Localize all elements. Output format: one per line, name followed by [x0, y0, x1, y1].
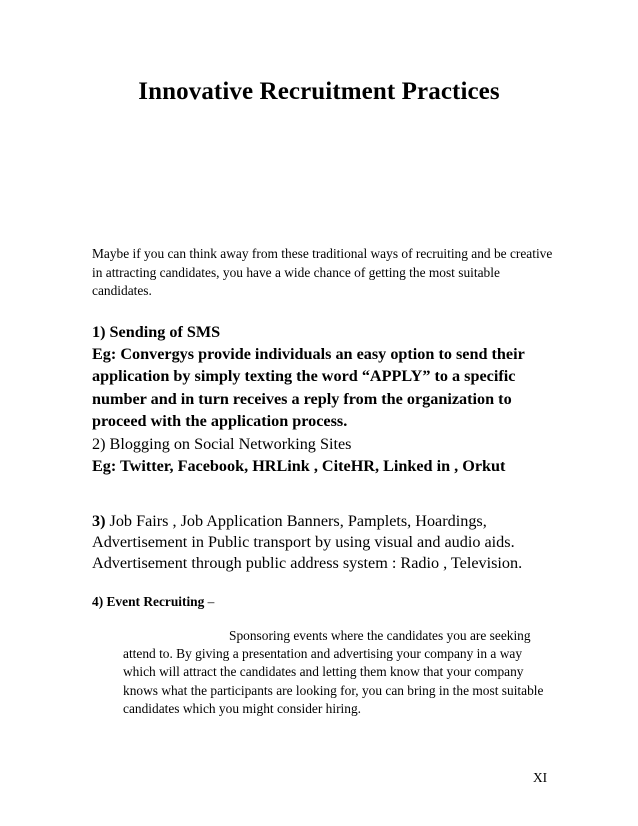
section-job-fairs-number: 3) [92, 512, 106, 530]
section-job-fairs [92, 511, 572, 574]
page-title: Innovative Recruitment Practices [138, 78, 500, 105]
section-sms [92, 321, 562, 432]
section-blogging-heading: 2) Blogging on Social Networking Sites [92, 435, 352, 453]
intro-paragraph: Maybe if you can think away from these traditional ways of recruiting and be creative in attracting candidates, you have a wide chance of getting the most suitable candidates. [92, 246, 553, 298]
section-blogging [92, 433, 562, 477]
section-event-recruiting-dash: – [204, 594, 215, 609]
section-event-recruiting-heading [92, 593, 214, 611]
section-sms-heading: 1) Sending of SMS [92, 323, 221, 341]
section-blogging-example: Eg: Twitter, Facebook, HRLink , CiteHR, Linked in , Orkut [92, 457, 506, 476]
section-job-fairs-text: Job Fairs , Job Application Banners, Pamplets, Hoardings, Advertisement in Public transport by using visual and audio aids. Advertisement through public address system : Radio , Television. [92, 512, 523, 572]
page-number: XI [533, 770, 548, 785]
section-event-recruiting-title: 4) Event Recruiting [92, 594, 205, 609]
section-event-recruiting-body [123, 627, 553, 718]
section-sms-example: Eg: Convergys provide individuals an easy option to send their application by simply texting the word “APPLY” to a specific number and in turn receives a reply from the organization to proceed with the application process. [92, 345, 525, 430]
section-event-recruiting-text: Sponsoring events where the candidates you are seeking attend to. By giving a presentation and advertising your company in a way which will attract the candidates and letting them know that your company knows what the participants are looking for, you can bring in the most suitable candidates which you might consider hiring. [123, 628, 544, 716]
